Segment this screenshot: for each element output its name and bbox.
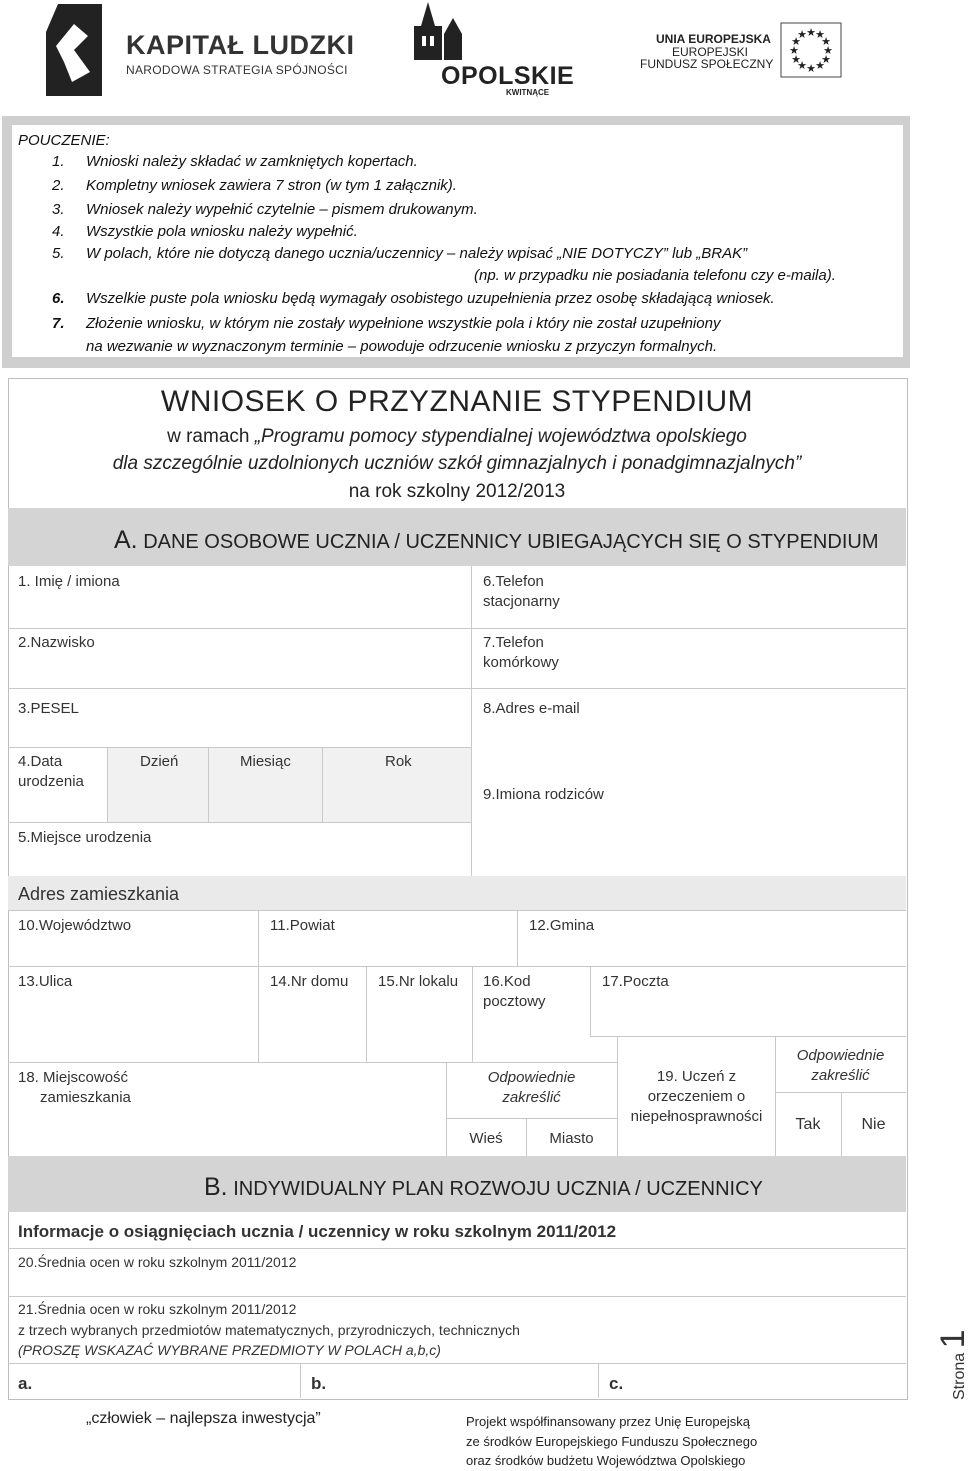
- svg-text:★: ★: [823, 44, 833, 57]
- hint-mark-4: zakreślić: [811, 1067, 870, 1084]
- divider: [598, 1363, 599, 1398]
- subject-c[interactable]: c.: [609, 1374, 624, 1393]
- kapital-ludzki-subtitle: NARODOWA STRATEGIA SPÓJNOŚCI: [126, 63, 348, 77]
- notice-item-text: Kompletny wniosek zawiera 7 stron (w tym 1 załącznik).: [86, 177, 457, 194]
- label-month: Miesiąc: [240, 753, 291, 770]
- notice-item-text: Złożenie wniosku, w którym nie zostały wypełnione wszystkie pola i który nie został uzupełniony: [86, 315, 721, 332]
- page-label: Strona: [951, 1352, 968, 1400]
- opolskie-logo-text: OPOLSKIE: [441, 62, 575, 90]
- svg-text:★: ★: [806, 62, 816, 75]
- achievements-heading: Informacje o osiągnięciach ucznia / uczennicy w roku szkolnym 2011/2012: [18, 1222, 617, 1241]
- notice-item-text: na wezwanie w wyznaczonym terminie – powoduje odrzucenie wniosku z przyczyn formalnych.: [86, 338, 718, 355]
- ue-line-2: EUROPEJSKI: [672, 45, 749, 59]
- footer-funding-line1: Projekt współfinansowany przez Unię Europejską: [466, 1414, 750, 1429]
- label-surname: 2.Nazwisko: [18, 634, 95, 651]
- divider: [322, 747, 323, 822]
- divider: [8, 822, 472, 823]
- form-subtitle-line2: dla szczególnie uzdolnionych uczniów szkół gimnazjalnych i ponadgimnazjalnych”: [112, 453, 802, 474]
- divider: [8, 1363, 906, 1364]
- form-subtitle-line1: [0, 426, 914, 448]
- divider: [590, 966, 591, 1036]
- opolskie-tower-icon: [400, 0, 490, 70]
- label-phone-landline-2: stacjonarny: [483, 593, 560, 610]
- svg-text:★: ★: [821, 53, 831, 66]
- label-subjects-average-2: z trzech wybranych przedmiotów matematycznych, przyrodniczych, technicznych: [18, 1322, 520, 1338]
- label-post-office: 17.Poczta: [602, 973, 669, 990]
- subject-a[interactable]: a.: [18, 1374, 33, 1393]
- label-disability-3: niepełnosprawności: [630, 1108, 763, 1125]
- label-locality-1: 18. Miejscowość: [18, 1069, 129, 1086]
- divider: [8, 688, 906, 689]
- divider: [8, 910, 906, 911]
- svg-text:★: ★: [821, 35, 831, 48]
- ue-line-3: FUNDUSZ SPOŁECZNY: [640, 57, 774, 71]
- option-no[interactable]: Nie: [861, 1116, 886, 1133]
- divider: [517, 910, 518, 966]
- svg-text:★: ★: [797, 59, 807, 72]
- label-first-name: 1. Imię / imiona: [18, 573, 120, 590]
- address-heading: Adres zamieszkania: [18, 884, 180, 904]
- divider: [8, 966, 906, 967]
- form-subtitle-line3: na rok szkolny 2012/2013: [348, 481, 566, 502]
- section-b-heading: [204, 1173, 763, 1202]
- label-disability-1: 19. Uczeń z: [656, 1068, 737, 1085]
- label-postcode-1: 16.Kod: [483, 973, 531, 990]
- option-city[interactable]: Miasto: [549, 1130, 594, 1147]
- label-street: 13.Ulica: [18, 973, 73, 990]
- divider: [590, 1036, 906, 1037]
- section-a-title: DANE OSOBOWE UCZNIA / UCZENNICY UBIEGAJĄCYCH SIĘ O STYPENDIUM: [143, 531, 879, 553]
- label-year: Rok: [385, 753, 412, 770]
- divider: [471, 566, 472, 876]
- notice-item-number: 3.: [52, 201, 65, 218]
- notice-item-text: W polach, które nie dotyczą danego ucznia/uczennicy – należy wpisać „NIE DOTYCZY” lub „BRAK”: [86, 245, 748, 262]
- label-flat-no: 15.Nr lokalu: [378, 973, 459, 990]
- notice-item-number: 7.: [52, 315, 65, 332]
- divider: [366, 966, 367, 1062]
- svg-text:★: ★: [791, 53, 801, 66]
- label-parents-names: 9.Imiona rodziców: [483, 786, 604, 803]
- divider: [8, 1248, 906, 1249]
- divider: [258, 910, 259, 1062]
- notice-item-number: 5.: [52, 245, 65, 262]
- section-b-letter: B.: [204, 1173, 228, 1201]
- label-birthplace: 5.Miejsce urodzenia: [18, 829, 152, 846]
- svg-text:★: ★: [789, 44, 799, 57]
- notice-item-number: 2.: [52, 177, 65, 194]
- notice-item-number: 1.: [52, 153, 65, 170]
- divider: [8, 628, 906, 629]
- subject-b[interactable]: b.: [311, 1374, 327, 1393]
- notice-item-text: Wnioski należy składać w zamkniętych kopertach.: [86, 153, 418, 170]
- label-birth-date-2: urodzenia: [18, 773, 84, 790]
- footer-slogan: „człowiek – najlepsza inwestycja”: [86, 1410, 321, 1427]
- label-house-no: 14.Nr domu: [270, 973, 349, 990]
- notice-item-text: Wszystkie pola wniosku należy wypełnić.: [86, 223, 358, 240]
- notice-item-text: Wszelkie puste pola wniosku będą wymagały osobistego uzupełnienia przez osobę składającą wniosek.: [86, 290, 775, 307]
- notice-title: POUCZENIE:: [18, 132, 110, 149]
- divider: [8, 1296, 906, 1297]
- page-number-value: 1: [934, 1329, 972, 1349]
- label-county: 11.Powiat: [270, 917, 335, 934]
- divider: [446, 1118, 617, 1119]
- label-pesel: 3.PESEL: [18, 700, 79, 717]
- label-subjects-average-1: 21.Średnia ocen w roku szkolnym 2011/2012: [18, 1301, 297, 1317]
- label-phone-mobile-2: komórkowy: [483, 654, 559, 671]
- svg-text:★: ★: [806, 26, 816, 39]
- section-a-heading: [114, 526, 878, 555]
- footer-funding-line3: oraz środków budżetu Województwa Opolskiego: [466, 1453, 746, 1468]
- footer-funding-line2: ze środków Europejskiego Funduszu Społecznego: [466, 1433, 758, 1449]
- svg-text:★: ★: [815, 59, 825, 72]
- label-phone-mobile-1: 7.Telefon: [483, 634, 544, 651]
- notice-item-number: 4.: [52, 223, 65, 240]
- hint-mark-3: Odpowiednie: [796, 1047, 885, 1064]
- opolskie-logo-subtext: KWITNĄCE: [506, 88, 550, 97]
- label-locality-2: zamieszkania: [40, 1089, 131, 1106]
- option-village[interactable]: Wieś: [469, 1130, 503, 1147]
- kapital-ludzki-logo-icon: [44, 2, 104, 98]
- subtitle-program: „Programu pomocy stypendialnej województwa opolskiego: [254, 426, 747, 447]
- label-email: 8.Adres e-mail: [483, 700, 580, 717]
- divider: [208, 747, 209, 822]
- page-header: [0, 0, 960, 110]
- subtitle-prefix: w ramach: [167, 426, 255, 447]
- svg-text:★: ★: [815, 28, 825, 41]
- notice-item-text: (np. w przypadku nie posiadania telefonu czy e-maila).: [474, 267, 836, 284]
- ue-line-1: UNIA EUROPEJSKA: [656, 32, 771, 46]
- section-b-title: INDYWIDUALNY PLAN ROZWOJU UCZNIA / UCZENNICY: [233, 1178, 763, 1200]
- divider: [472, 966, 473, 1062]
- label-voivodeship: 10.Województwo: [18, 917, 132, 934]
- svg-text:★: ★: [791, 35, 801, 48]
- eu-flag-icon: [780, 22, 842, 78]
- label-birth-date-1: 4.Data: [18, 753, 63, 770]
- label-average-grade: 20.Średnia ocen w roku szkolnym 2011/2012: [18, 1254, 297, 1270]
- notice-item-number: 6.: [52, 290, 65, 307]
- page-number: [934, 1329, 973, 1400]
- hint-mark-1: Odpowiednie: [487, 1069, 576, 1086]
- label-commune: 12.Gmina: [529, 917, 595, 934]
- divider: [8, 1062, 618, 1063]
- hint-mark-2: zakreślić: [502, 1089, 561, 1106]
- footer-funding: [466, 1412, 757, 1471]
- label-day: Dzień: [140, 753, 179, 770]
- option-yes[interactable]: Tak: [795, 1116, 821, 1133]
- label-disability-2: orzeczeniem o: [647, 1088, 746, 1105]
- svg-text:★: ★: [797, 28, 807, 41]
- notice-item-text: Wniosek należy wypełnić czytelnie – pismem drukowanym.: [86, 201, 478, 218]
- kapital-ludzki-title: KAPITAŁ LUDZKI: [126, 30, 355, 60]
- section-a-letter: A.: [114, 526, 138, 554]
- label-phone-landline-1: 6.Telefon: [483, 573, 544, 590]
- form-title: WNIOSEK O PRZYZNANIE STYPENDIUM: [160, 385, 754, 418]
- divider: [300, 1363, 301, 1398]
- label-subjects-average-3: (PROSZĘ WSKAZAĆ WYBRANE PRZEDMIOTY W POLACH a,b,c): [18, 1342, 441, 1358]
- label-postcode-2: pocztowy: [483, 993, 546, 1010]
